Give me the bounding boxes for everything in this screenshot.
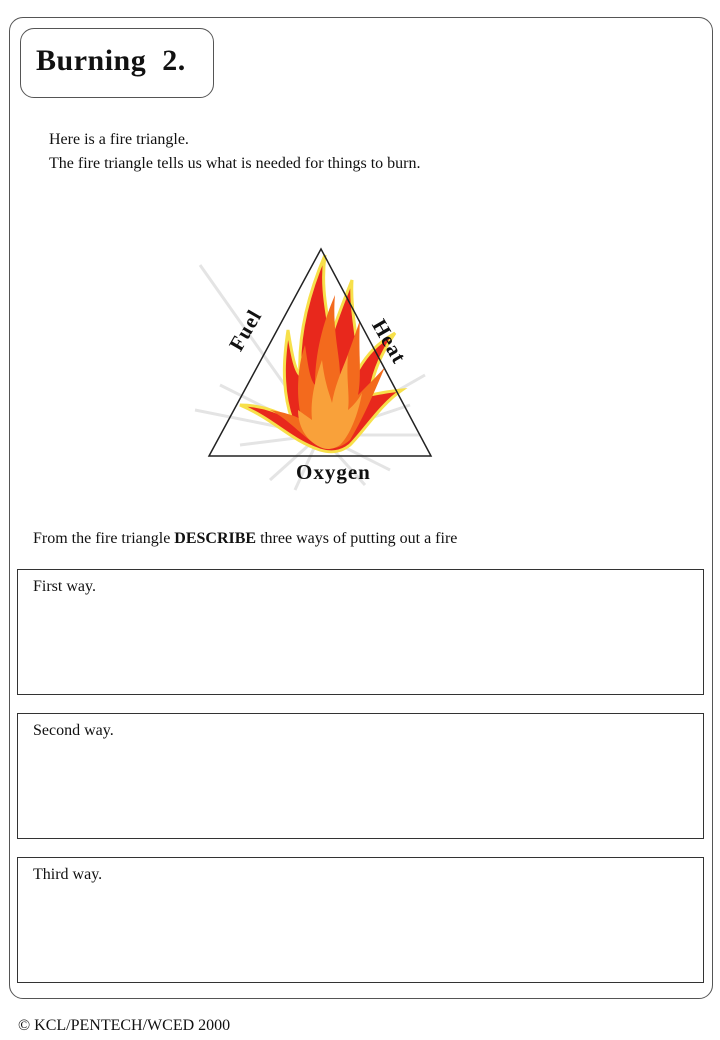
answer-box-second[interactable] bbox=[17, 713, 704, 839]
answer-box-third[interactable] bbox=[17, 857, 704, 983]
fire-triangle-svg bbox=[180, 235, 480, 495]
fuel-label: Fuel bbox=[224, 305, 267, 355]
instruction-text bbox=[33, 530, 457, 548]
page-title: Burning 2. bbox=[36, 44, 186, 77]
instruction-emphasis: DESCRIBE bbox=[174, 530, 257, 547]
oxygen-label: Oxygen bbox=[296, 460, 371, 484]
copyright-footer: © KCL/PENTECH/WCED 2000 bbox=[18, 1017, 231, 1034]
instruction-after: three ways of putting out a fire bbox=[256, 530, 458, 547]
intro-line-1: Here is a fire triangle. bbox=[49, 131, 189, 148]
instruction-before: From the fire triangle bbox=[33, 530, 175, 547]
answer-label-third: Third way. bbox=[33, 866, 103, 883]
answer-label-second: Second way. bbox=[33, 722, 114, 739]
fire-triangle-diagram bbox=[180, 235, 480, 495]
answer-box-first[interactable] bbox=[17, 569, 704, 695]
heat-label: Heat bbox=[367, 315, 412, 368]
answer-label-first: First way. bbox=[33, 578, 96, 595]
intro-line-2: The fire triangle tells us what is needed for things to burn. bbox=[49, 155, 421, 172]
